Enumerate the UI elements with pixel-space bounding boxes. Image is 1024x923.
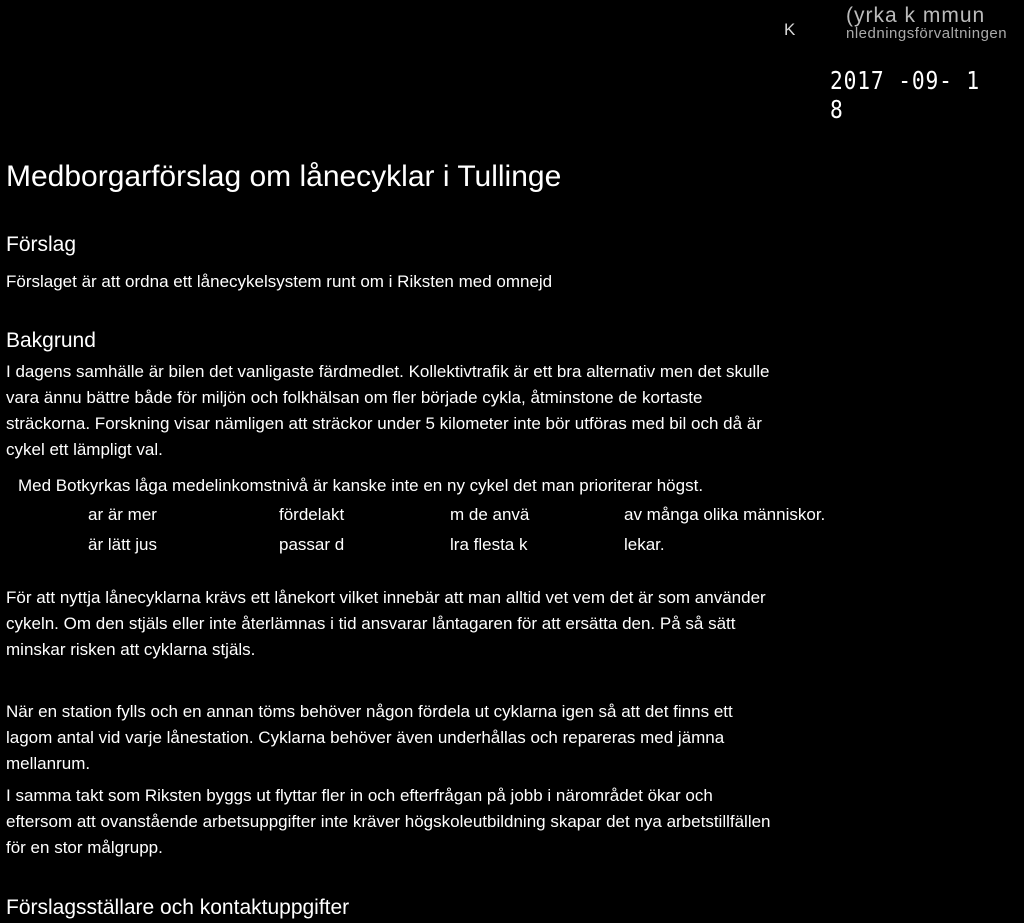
section-heading-contact: Förslagsställare och kontaktuppgifter bbox=[6, 896, 350, 919]
stamp-organization: (yrka k mmun bbox=[846, 4, 986, 27]
section-heading-proposal: Förslag bbox=[6, 233, 77, 256]
partial-fragment: av många olika människor. bbox=[624, 505, 826, 524]
background-line: cykel ett lämpligt val. bbox=[6, 440, 163, 459]
income-paragraph bbox=[18, 473, 703, 499]
background-line: vara ännu bättre både för miljön och folkhälsan om fler började cykla, åtminstone de kortaste bbox=[6, 388, 703, 407]
partial-fragment: ar är mer bbox=[88, 505, 157, 524]
jobs-line: eftersom att ovanstående arbetsuppgifter inte kräver högskoleutbildning skapar det nya arbetstillfällen bbox=[6, 812, 771, 831]
stamp-letter: K bbox=[784, 20, 796, 39]
stamp-date: 2017 -09- 1 8 bbox=[830, 66, 981, 124]
proposal-line: Förslaget är att ordna ett lånecykelsystem runt om i Riksten med omnejd bbox=[6, 272, 553, 291]
background-paragraph bbox=[6, 359, 770, 463]
background-line: sträckorna. Forskning visar nämligen att sträckor under 5 kilometer inte bör utföras med bil och då är bbox=[6, 414, 762, 433]
loan-card-line: För att nyttja lånecyklarna krävs ett lånekort vilket innebär att man alltid vet vem det är som använder bbox=[6, 588, 766, 607]
income-line: Med Botkyrkas låga medelinkomstnivå är kanske inte en ny cykel det man prioriterar högst. bbox=[18, 476, 704, 495]
partial-fragment: passar d bbox=[279, 535, 345, 554]
stamp-department: nledningsförvaltningen bbox=[846, 25, 1008, 42]
jobs-line: för en stor målgrupp. bbox=[6, 838, 163, 857]
section-heading-background: Bakgrund bbox=[6, 329, 96, 352]
partial-fragment: lekar. bbox=[624, 535, 665, 554]
loan-card-paragraph bbox=[6, 585, 766, 663]
partial-fragment: fördelakt bbox=[279, 505, 345, 524]
partial-fragment: lra flesta k bbox=[450, 535, 528, 554]
partial-fragment: m de anvä bbox=[450, 505, 530, 524]
loan-card-line: cykeln. Om den stjäls eller inte återlämnas i tid ansvarar låntagaren för att ersätta den. På så sätt bbox=[6, 614, 736, 633]
station-line: lagom antal vid varje lånestation. Cyklarna behöver även underhållas och repareras med jämna bbox=[6, 728, 725, 747]
station-line: När en station fylls och en annan töms behöver någon fördela ut cyklarna igen så att det finns ett bbox=[6, 702, 733, 721]
proposal-text bbox=[6, 269, 552, 295]
station-line: mellanrum. bbox=[6, 754, 91, 773]
document-title: Medborgarförslag om lånecyklar i Tullinge bbox=[6, 160, 562, 193]
jobs-paragraph bbox=[6, 783, 771, 861]
received-stamp bbox=[780, 2, 1024, 124]
station-paragraph bbox=[6, 699, 733, 777]
partial-fragment: är lätt jus bbox=[88, 535, 157, 554]
loan-card-line: minskar risken att cyklarna stjäls. bbox=[6, 640, 256, 659]
jobs-line: I samma takt som Riksten byggs ut flyttar fler in och efterfrågan på jobb i närområdet ökar och bbox=[6, 786, 713, 805]
background-line: I dagens samhälle är bilen det vanligaste färdmedlet. Kollektivtrafik är ett bra alternativ men det skulle bbox=[6, 362, 770, 381]
